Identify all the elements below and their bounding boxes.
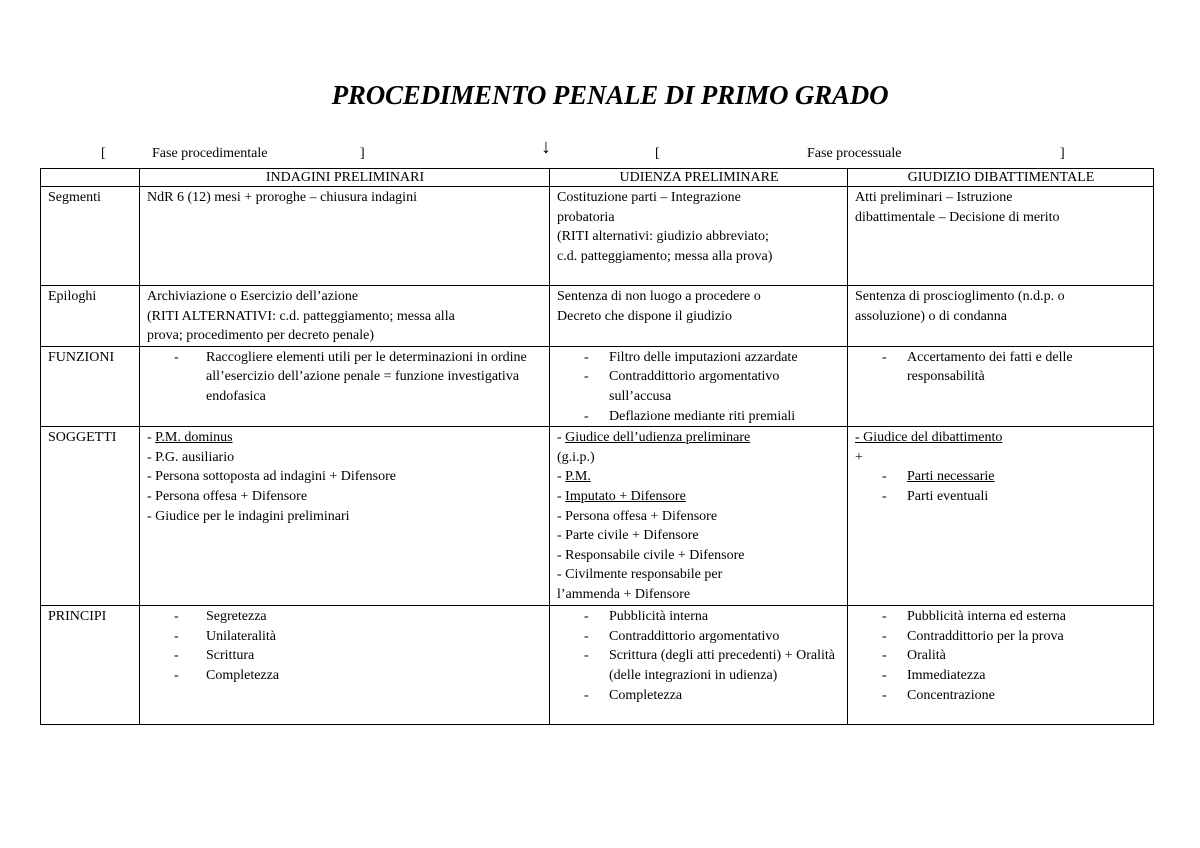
column-header-giudizio: GIUDIZIO DIBATTIMENTALE bbox=[848, 169, 1154, 187]
text-line: + bbox=[855, 449, 863, 465]
text-line bbox=[557, 467, 841, 487]
text-line: dibattimentale – Decisione di merito bbox=[855, 209, 1060, 225]
underlined-subject: Imputato + Difensore bbox=[565, 488, 686, 504]
page-title: PROCEDIMENTO PENALE DI PRIMO GRADO bbox=[331, 80, 889, 110]
list-item: - Completezza bbox=[147, 666, 543, 686]
text-line: - Persona offesa + Difensore bbox=[147, 488, 308, 504]
underlined-subject: - Giudice del dibattimento bbox=[855, 430, 1003, 446]
text-line: c.d. patteggiamento; messa alla prova) bbox=[557, 248, 773, 264]
row-label-soggetti: SOGGETTI bbox=[41, 427, 140, 606]
cell-principi-giudizio bbox=[848, 606, 1154, 725]
dash-list bbox=[557, 348, 841, 426]
text-line: (RITI alternativi: giudizio abbreviato; bbox=[557, 229, 769, 245]
list-item: - Pubblicità interna bbox=[557, 607, 841, 627]
cell-segmenti-giudizio bbox=[848, 187, 1154, 286]
text-line: - P.G. ausiliario bbox=[147, 449, 235, 465]
cell-epiloghi-indagini bbox=[140, 286, 550, 347]
list-item bbox=[855, 467, 1147, 487]
text-line: - Persona offesa + Difensore bbox=[557, 508, 718, 524]
list-item: - Completezza bbox=[557, 686, 841, 706]
dash-list bbox=[855, 348, 1147, 387]
list-item: - Oralità bbox=[855, 646, 1147, 666]
dash-list bbox=[855, 467, 1147, 506]
list-item: - Filtro delle imputazioni azzardate bbox=[557, 348, 841, 368]
table-row-funzioni bbox=[41, 346, 1154, 426]
row-label-epiloghi: Epiloghi bbox=[41, 286, 140, 347]
text-line: (g.i.p.) bbox=[557, 449, 595, 465]
list-item: - Segretezza bbox=[147, 607, 543, 627]
dash-list bbox=[147, 348, 543, 407]
cell-funzioni-udienza bbox=[550, 346, 848, 426]
text-line: l’ammenda + Difensore bbox=[557, 586, 691, 602]
text-line: Decreto che dispone il giudizio bbox=[557, 308, 732, 324]
column-header-udienza: UDIENZA PRELIMINARE bbox=[550, 169, 848, 187]
text-line: (RITI ALTERNATIVI: c.d. patteggiamento; messa alla bbox=[147, 308, 455, 324]
list-item: - Unilateralità bbox=[147, 627, 543, 647]
text-line: prova; procedimento per decreto penale) bbox=[147, 328, 375, 344]
text-line: - Civilmente responsabile per bbox=[557, 567, 723, 583]
cell-soggetti-giudizio bbox=[848, 427, 1154, 606]
table-row-soggetti bbox=[41, 427, 1154, 606]
list-item: - Deflazione mediante riti premiali bbox=[557, 407, 841, 427]
table-row-epiloghi bbox=[41, 286, 1154, 347]
list-item: - Raccogliere elementi utili per le determinazioni in ordine all’esercizio dell’azione penale = funzione investigativa endofasica bbox=[147, 348, 543, 407]
underlined-subject: P.M. dominus bbox=[155, 430, 233, 446]
left-phase-open-bracket: [ bbox=[101, 146, 106, 161]
cell-funzioni-indagini bbox=[140, 346, 550, 426]
row-label-funzioni: FUNZIONI bbox=[41, 346, 140, 426]
dash-prefix: - bbox=[557, 430, 566, 446]
right-phase-close-bracket: ] bbox=[1060, 146, 1065, 161]
underlined-subject: Parti necessarie bbox=[907, 469, 995, 485]
dash-list bbox=[855, 607, 1147, 705]
column-header-indagini: INDAGINI PRELIMINARI bbox=[140, 169, 550, 187]
text-line bbox=[557, 428, 841, 448]
list-item: - Contraddittorio argomentativo sull’accusa bbox=[557, 367, 841, 406]
table-row-principi bbox=[41, 606, 1154, 725]
cell-segmenti-indagini bbox=[140, 187, 550, 286]
cell-soggetti-udienza bbox=[550, 427, 848, 606]
text-line bbox=[147, 428, 543, 448]
cell-principi-indagini bbox=[140, 606, 550, 725]
list-item: - Scrittura (degli atti precedenti) + Oralità (delle integrazioni in udienza) bbox=[557, 646, 841, 685]
left-phase-close-bracket: ] bbox=[360, 146, 365, 161]
underlined-subject: P.M. bbox=[565, 469, 591, 485]
dash-list bbox=[147, 607, 543, 685]
text-line: - Giudice per le indagini preliminari bbox=[147, 508, 350, 524]
table-row-segmenti bbox=[41, 187, 1154, 286]
text-line: probatoria bbox=[557, 209, 615, 225]
text-line: Sentenza di non luogo a procedere o bbox=[557, 289, 761, 304]
underlined-subject: Giudice dell’udienza preliminare bbox=[565, 430, 751, 446]
cell-soggetti-indagini bbox=[140, 427, 550, 606]
list-item: - Parti eventuali bbox=[855, 487, 1147, 507]
list-item: - Concentrazione bbox=[855, 686, 1147, 706]
text-line: - Responsabile civile + Difensore bbox=[557, 547, 745, 563]
text-line: NdR 6 (12) mesi + proroghe – chiusura indagini bbox=[147, 190, 417, 205]
cell-epiloghi-udienza bbox=[550, 286, 848, 347]
list-item: - Scrittura bbox=[147, 646, 543, 666]
row-label-segmenti: Segmenti bbox=[41, 187, 140, 286]
cell-principi-udienza bbox=[550, 606, 848, 725]
list-item: - Accertamento dei fatti e delle responsabilità bbox=[855, 348, 1147, 387]
cell-segmenti-udienza bbox=[550, 187, 848, 286]
text-line bbox=[557, 487, 841, 507]
text-line: Archiviazione o Esercizio dell’azione bbox=[147, 289, 359, 304]
text-line: - Parte civile + Difensore bbox=[557, 528, 699, 544]
text-line: - Persona sottoposta ad indagini + Difensore bbox=[147, 469, 396, 485]
row-label-principi: PRINCIPI bbox=[41, 606, 140, 725]
text-line: Atti preliminari – Istruzione bbox=[855, 190, 1013, 205]
procedure-table bbox=[40, 168, 1154, 725]
text-line: Sentenza di proscioglimento (n.d.p. o bbox=[855, 289, 1065, 304]
list-item: - Immediatezza bbox=[855, 666, 1147, 686]
list-item: - Pubblicità interna ed esterna bbox=[855, 607, 1147, 627]
list-item: - Contraddittorio per la prova bbox=[855, 627, 1147, 647]
cell-epiloghi-giudizio bbox=[848, 286, 1154, 347]
table-header-row bbox=[41, 169, 1154, 187]
down-arrow-icon: ↓ bbox=[541, 136, 551, 158]
phase-row bbox=[0, 136, 1200, 168]
list-item: - Contraddittorio argomentativo bbox=[557, 627, 841, 647]
header-empty-cell bbox=[41, 169, 140, 187]
dash-prefix: - bbox=[147, 430, 156, 446]
dash-prefix: - bbox=[557, 469, 566, 485]
right-phase-open-bracket: [ bbox=[655, 146, 660, 161]
dash-list bbox=[557, 607, 841, 705]
text-line: Costituzione parti – Integrazione bbox=[557, 190, 741, 205]
dash-prefix: - bbox=[557, 488, 566, 504]
cell-funzioni-giudizio bbox=[848, 346, 1154, 426]
right-phase-label: Fase processuale bbox=[807, 146, 902, 161]
left-phase-label: Fase procedimentale bbox=[152, 146, 268, 161]
text-line: assoluzione) o di condanna bbox=[855, 308, 1008, 324]
